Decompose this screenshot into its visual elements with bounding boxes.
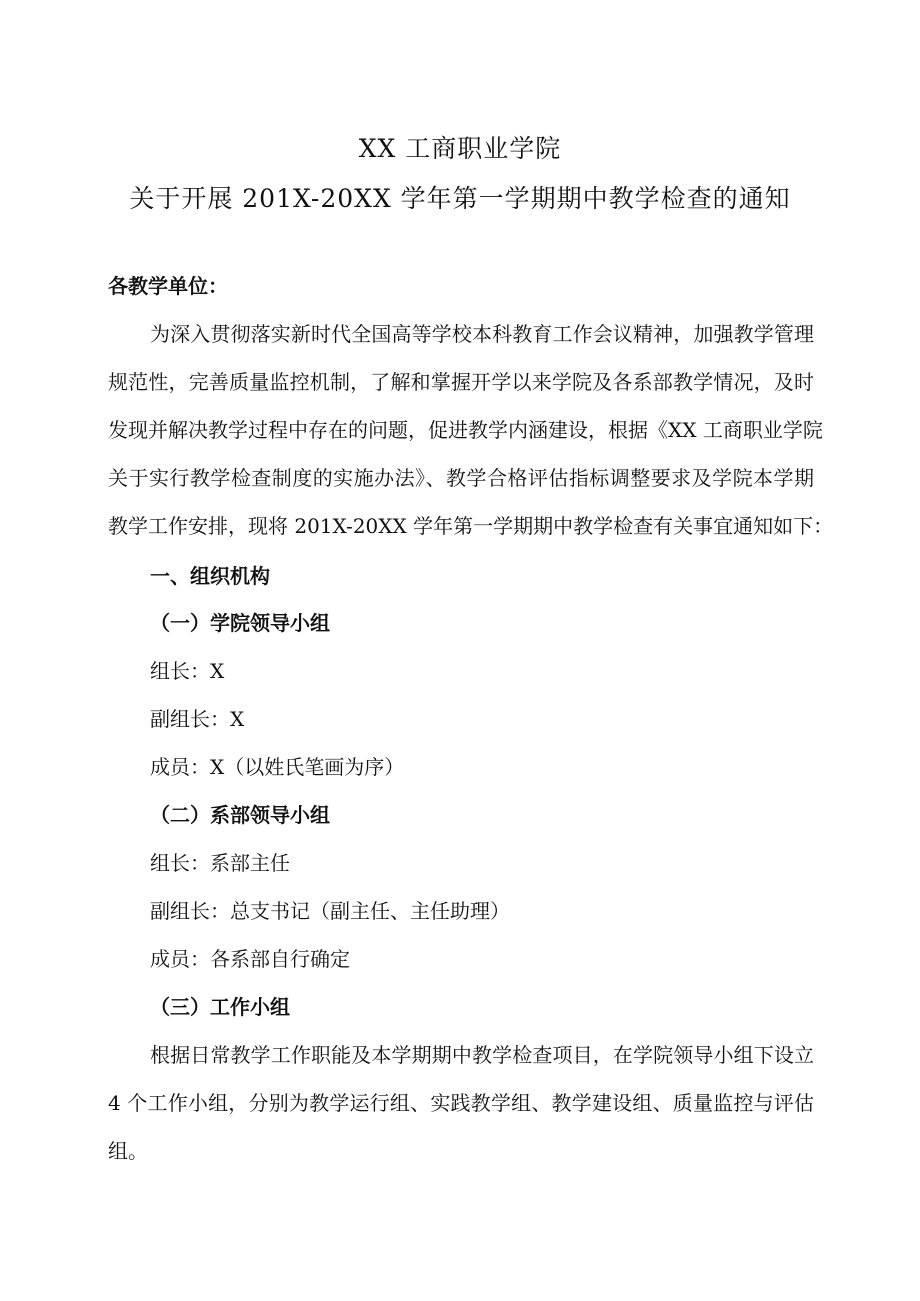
department-group-leader: 组长：系部主任 bbox=[150, 851, 290, 875]
college-group-leader: 组长：X bbox=[150, 659, 225, 683]
working-groups-line-1: 根据日常教学工作职能及本学期期中教学检查项目，在学院领导小组下设立 bbox=[150, 1043, 814, 1067]
intro-line-1: 为深入贯彻落实新时代全国高等学校本科教育工作会议精神，加强教学管理 bbox=[150, 322, 814, 346]
institution-title: XX 工商职业学院 bbox=[358, 134, 562, 163]
department-members: 成员：各系部自行确定 bbox=[150, 947, 350, 971]
intro-line-3: 发现并解决教学过程中存在的问题，促进教学内涵建设，根据《XX 工商职业学院 bbox=[108, 418, 823, 442]
working-groups-line-2: 4 个工作小组，分别为教学运行组、实践教学组、教学建设组、质量监控与评估 bbox=[108, 1091, 814, 1115]
college-deputy-leader: 副组长：X bbox=[150, 707, 245, 731]
notice-title: 关于开展 201X-20XX 学年第一学期期中教学检查的通知 bbox=[129, 184, 791, 213]
subheading-department-leadership: （二）系部领导小组 bbox=[150, 803, 330, 827]
intro-line-2: 规范性，完善质量监控机制，了解和掌握开学以来学院及各系部教学情况，及时 bbox=[108, 370, 814, 394]
intro-line-4: 关于实行教学检查制度的实施办法》、教学合格评估指标调整要求及学院本学期 bbox=[108, 466, 814, 490]
section-heading-organization: 一、组织机构 bbox=[150, 564, 270, 588]
intro-line-5: 教学工作安排，现将 201X-20XX 学年第一学期期中教学检查有关事宜通知如下： bbox=[108, 514, 834, 538]
department-deputy-leader: 副组长：总支书记（副主任、主任助理） bbox=[150, 899, 510, 923]
subheading-college-leadership: （一）学院领导小组 bbox=[150, 611, 330, 635]
working-groups-line-3: 组。 bbox=[108, 1139, 148, 1163]
salutation: 各教学单位： bbox=[108, 274, 228, 298]
subheading-working-groups: （三）工作小组 bbox=[150, 995, 290, 1019]
college-members: 成员：X（以姓氏笔画为序） bbox=[150, 755, 405, 779]
